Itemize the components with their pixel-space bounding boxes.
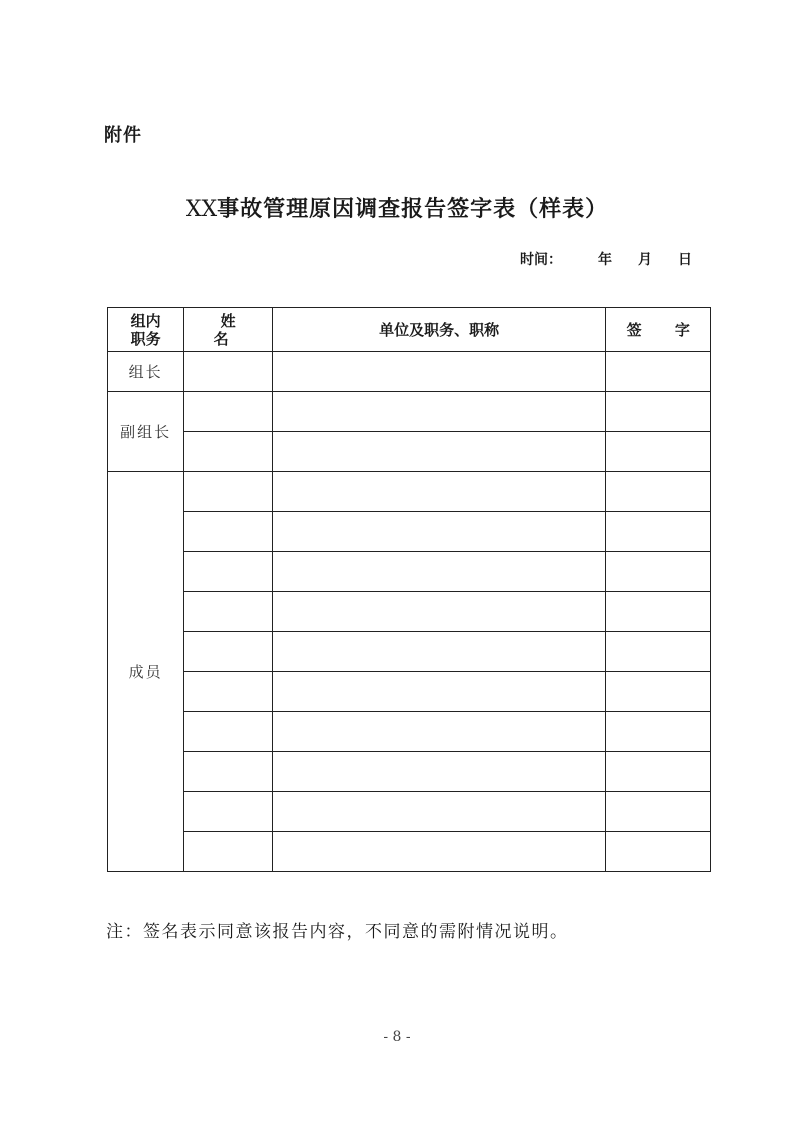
- unit-cell[interactable]: [272, 432, 606, 472]
- signature-cell[interactable]: [606, 392, 711, 432]
- role-cell-deputy-leader: 副组长: [108, 392, 184, 472]
- name-cell[interactable]: [184, 752, 272, 792]
- table-row: [108, 392, 711, 432]
- table-header-row: [108, 308, 711, 352]
- name-cell[interactable]: [184, 352, 272, 392]
- header-role-line1: 组内: [130, 311, 161, 330]
- name-cell[interactable]: [184, 672, 272, 712]
- unit-cell[interactable]: [272, 392, 606, 432]
- unit-cell[interactable]: [272, 632, 606, 672]
- header-name-label: 姓 名: [213, 311, 250, 348]
- table-row: [108, 472, 711, 512]
- table-row: [108, 432, 711, 472]
- name-cell[interactable]: [184, 432, 272, 472]
- header-unit: 单位及职务、职称: [272, 308, 606, 352]
- signature-cell[interactable]: [606, 512, 711, 552]
- date-label: 时间：: [520, 252, 562, 268]
- table-row: [108, 512, 711, 552]
- name-cell[interactable]: [184, 712, 272, 752]
- signature-cell[interactable]: [606, 672, 711, 712]
- document-title: [0, 194, 794, 225]
- header-role-line2: 职务: [130, 329, 161, 348]
- name-cell[interactable]: [184, 512, 272, 552]
- name-cell[interactable]: [184, 632, 272, 672]
- signature-cell[interactable]: [606, 432, 711, 472]
- signature-cell[interactable]: [606, 592, 711, 632]
- name-cell[interactable]: [184, 552, 272, 592]
- unit-cell[interactable]: [272, 832, 606, 872]
- header-name: [184, 308, 272, 352]
- header-signature-label: 签 字: [626, 320, 704, 339]
- signature-cell[interactable]: [606, 552, 711, 592]
- attachment-label: 附件: [104, 125, 142, 146]
- name-cell[interactable]: [184, 792, 272, 832]
- name-cell[interactable]: [184, 832, 272, 872]
- table-row: [108, 832, 711, 872]
- unit-cell[interactable]: [272, 352, 606, 392]
- table-row: [108, 552, 711, 592]
- signature-cell[interactable]: [606, 752, 711, 792]
- unit-cell[interactable]: [272, 592, 606, 632]
- signature-cell[interactable]: [606, 632, 711, 672]
- unit-cell[interactable]: [272, 672, 606, 712]
- title-main: 事故管理原因调查报告签字表（样表）: [217, 196, 609, 222]
- signature-cell[interactable]: [606, 352, 711, 392]
- date-month: 月: [638, 252, 652, 268]
- unit-cell[interactable]: [272, 792, 606, 832]
- table-row: [108, 752, 711, 792]
- table-row: [108, 632, 711, 672]
- table-row: [108, 592, 711, 632]
- name-cell[interactable]: [184, 592, 272, 632]
- signature-cell[interactable]: [606, 792, 711, 832]
- date-year: 年: [598, 252, 612, 268]
- unit-cell[interactable]: [272, 752, 606, 792]
- table-row: [108, 792, 711, 832]
- footnote: 注：签名表示同意该报告内容，不同意的需附情况说明。: [106, 922, 569, 942]
- name-cell[interactable]: [184, 392, 272, 432]
- unit-cell[interactable]: [272, 472, 606, 512]
- table-row: [108, 672, 711, 712]
- date-day: 日: [678, 252, 692, 268]
- role-cell-member: 成员: [108, 472, 184, 872]
- date-line: [520, 250, 692, 270]
- unit-cell[interactable]: [272, 712, 606, 752]
- name-cell[interactable]: [184, 472, 272, 512]
- unit-cell[interactable]: [272, 512, 606, 552]
- signature-cell[interactable]: [606, 472, 711, 512]
- header-role: [108, 308, 184, 352]
- table-row: [108, 712, 711, 752]
- role-cell-leader: 组长: [108, 352, 184, 392]
- signature-cell[interactable]: [606, 712, 711, 752]
- signature-table: [107, 307, 711, 872]
- table-row: [108, 352, 711, 392]
- header-signature: [606, 308, 711, 352]
- title-prefix: XX: [185, 197, 218, 222]
- signature-cell[interactable]: [606, 832, 711, 872]
- unit-cell[interactable]: [272, 552, 606, 592]
- page-number: - 8 -: [383, 1029, 411, 1045]
